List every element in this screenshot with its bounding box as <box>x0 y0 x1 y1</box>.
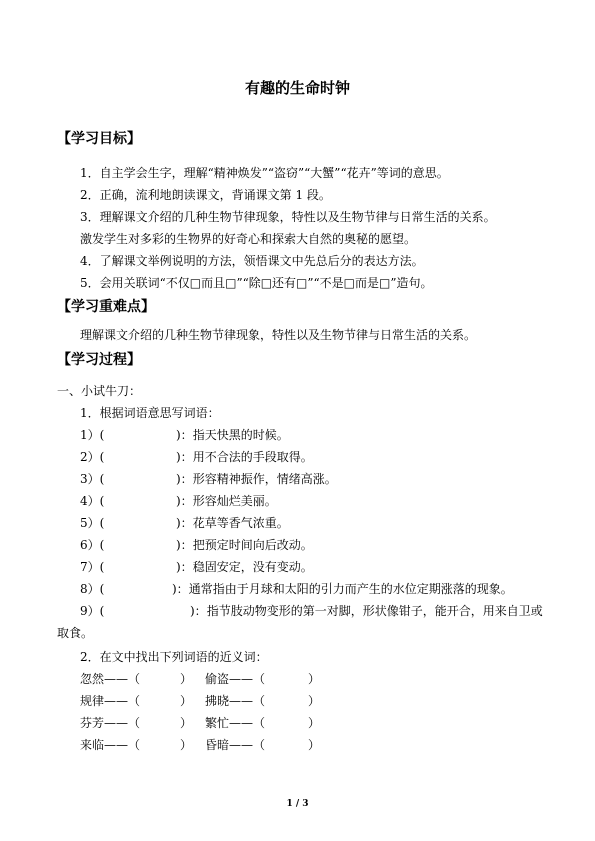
synonym-right: 昏暗——（ <box>205 738 266 752</box>
objective-item: 2．正确，流利地朗读课文，背诵课文第 1 段。 <box>80 188 331 202</box>
section-heading-key-points: 【学习重难点】 <box>57 299 155 315</box>
synonym-left-close: ） <box>180 694 193 708</box>
section-heading-process: 【学习过程】 <box>57 352 141 368</box>
page-title: 有趣的生命时钟 <box>244 79 350 97</box>
definition-number: 6）( <box>80 538 105 552</box>
synonym-left: 规律——（ <box>80 694 141 708</box>
synonym-left-close: ） <box>180 738 193 752</box>
definition-number: 8）( <box>80 582 105 596</box>
section-heading-objectives: 【学习目标】 <box>57 131 141 147</box>
synonym-right-close: ） <box>308 672 321 686</box>
definition-text: )：用不合法的手段取得。 <box>176 450 313 464</box>
definition-text: )：形容精神振作，情绪高涨。 <box>176 472 337 486</box>
definition-continuation: 取食。 <box>57 626 94 640</box>
question-2: 2．在文中找出下列词语的近义词： <box>80 650 268 664</box>
synonym-left: 忽然——（ <box>80 672 141 686</box>
definition-text: )：指节肢动物变形的第一对脚，形状像钳子，能开合，用来自卫或 <box>190 604 543 618</box>
page-number: 1 / 3 <box>286 799 309 809</box>
part-heading: 一、小试牛刀： <box>57 384 142 398</box>
key-points-text: 理解课文介绍的几种生物节律现象，特性以及生物节律与日常生活的关系。 <box>80 328 477 342</box>
definition-text: )：把预定时间向后改动。 <box>176 538 313 552</box>
objective-item: 1．自主学会生字，理解“精神焕发”“盗窃”“大蟹”“花卉”等词的意思。 <box>80 166 449 180</box>
synonym-right: 繁忙——（ <box>205 716 266 730</box>
definition-text: )：形容灿烂美丽。 <box>176 494 277 508</box>
synonym-left: 来临——（ <box>80 738 141 752</box>
definition-number: 3）( <box>80 472 105 486</box>
synonym-left: 芬芳——（ <box>80 716 141 730</box>
synonym-right: 偷盗——（ <box>205 672 266 686</box>
objective-item: 5．会用关联词“不仅□而且□”“除□还有□”“不是□而是□”造句。 <box>80 276 433 290</box>
definition-number: 9）( <box>80 604 105 618</box>
definition-number: 2）( <box>80 450 105 464</box>
objective-item: 3．理解课文介绍的几种生物节律现象，特性以及生物节律与日常生活的关系。 <box>80 210 496 224</box>
synonym-right-close: ） <box>308 716 321 730</box>
synonym-right-close: ） <box>308 738 321 752</box>
synonym-left-close: ） <box>180 672 193 686</box>
definition-number: 4）( <box>80 494 105 508</box>
synonym-right-close: ） <box>308 694 321 708</box>
definition-number: 1）( <box>80 428 105 442</box>
definition-text: )：花草等香气浓重。 <box>176 516 289 530</box>
definition-number: 5）( <box>80 516 105 530</box>
synonym-left-close: ） <box>180 716 193 730</box>
definition-number: 7）( <box>80 560 105 574</box>
definition-text: )：指天快黑的时候。 <box>176 428 289 442</box>
objective-item: 4．了解课文举例说明的方法，领悟课文中先总后分的表达方法。 <box>80 254 424 268</box>
definition-text: )：稳固安定，没有变动。 <box>176 560 313 574</box>
synonym-right: 拂晓——（ <box>205 694 266 708</box>
definition-text: )：通常指由于月球和太阳的引力而产生的水位定期涨落的现象。 <box>172 582 513 596</box>
question-1: 1．根据词语意思写词语： <box>80 406 220 420</box>
objective-item: 激发学生对多彩的生物界的好奇心和探索大自然的奥秘的愿望。 <box>80 232 417 246</box>
